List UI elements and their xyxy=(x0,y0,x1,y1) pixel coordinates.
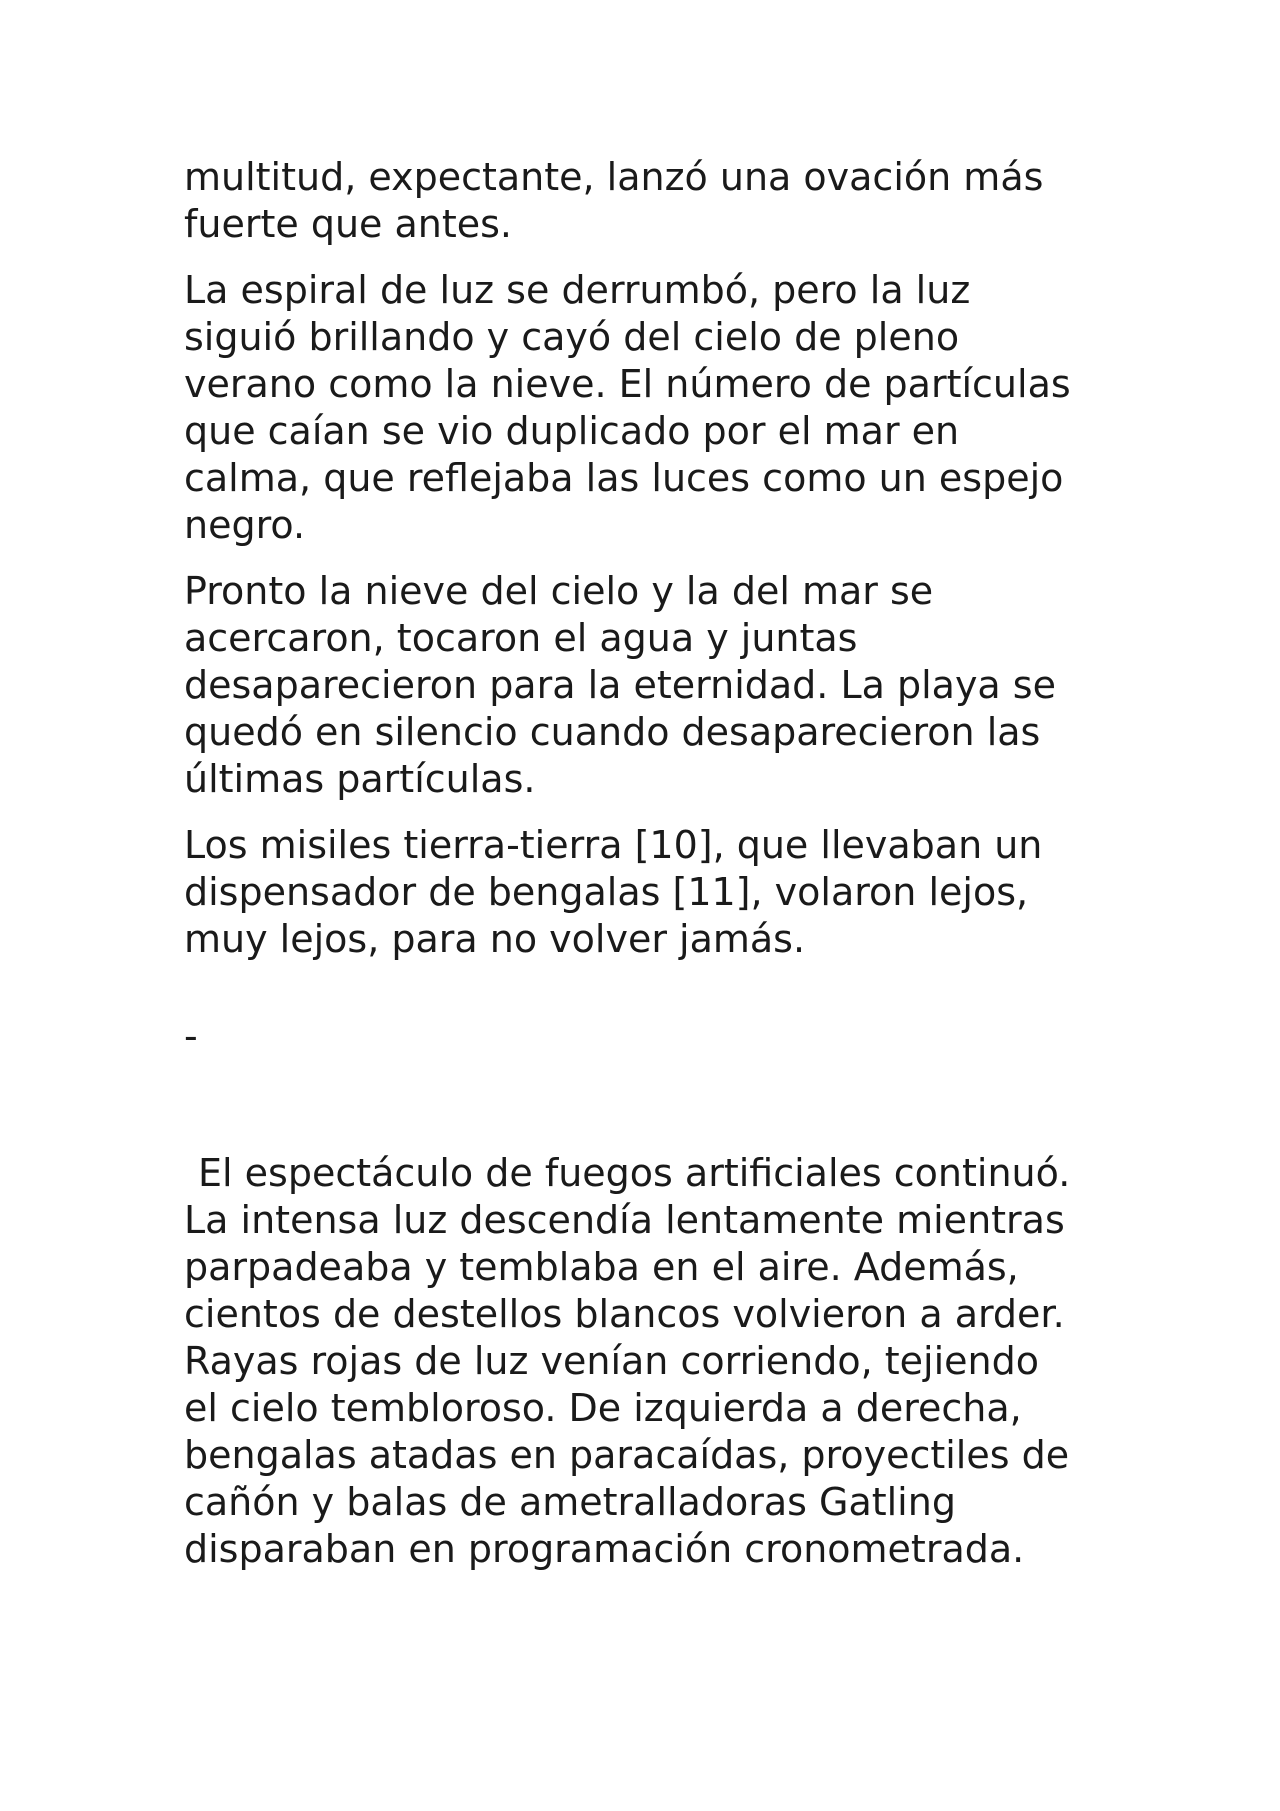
text-line: El espectáculo de fuegos artificiales continuó. xyxy=(198,1151,1071,1195)
paragraph-4 xyxy=(184,822,1114,963)
paragraph-1 xyxy=(184,154,1114,248)
text-line: Los misiles tierra-tierra [10], que llevaban un xyxy=(184,823,1043,867)
text-line: La intensa luz descendía lentamente mientras xyxy=(184,1198,1065,1242)
text-line: muy lejos, para no volver jamás. xyxy=(184,917,806,961)
text-line: negro. xyxy=(184,503,306,547)
text-line: quedó en silencio cuando desaparecieron las xyxy=(184,710,1041,754)
text-line: que caían se vio duplicado por el mar en xyxy=(184,409,960,453)
text-line: calma, que reflejaba las luces como un espejo xyxy=(184,456,1064,500)
text-line: cientos de destellos blancos volvieron a arder. xyxy=(184,1292,1065,1336)
text-line: multitud, expectante, lanzó una ovación más xyxy=(184,155,1044,199)
text-line: fuerte que antes. xyxy=(184,202,513,246)
text-line: La espiral de luz se derrumbó, pero la luz xyxy=(184,268,971,312)
paragraph-3 xyxy=(184,568,1114,803)
text-line: acercaron, tocaron el agua y juntas xyxy=(184,616,858,660)
text-line: desaparecieron para la eternidad. La playa se xyxy=(184,663,1056,707)
body-text xyxy=(184,154,1114,1592)
blank-space xyxy=(184,1060,1114,1150)
text-line: Rayas rojas de luz venían corriendo, tejiendo xyxy=(184,1339,1039,1383)
paragraph-2 xyxy=(184,267,1114,549)
text-line: cañón y balas de ametralladoras Gatling xyxy=(184,1480,956,1524)
text-line: bengalas atadas en paracaídas, proyectiles de xyxy=(184,1433,1070,1477)
paragraph-5 xyxy=(184,1150,1114,1573)
text-line: parpadeaba y temblaba en el aire. Además, xyxy=(184,1245,1019,1289)
text-line: últimas partículas. xyxy=(184,757,536,801)
text-line: disparaban en programación cronometrada. xyxy=(184,1527,1025,1571)
text-line: dispensador de bengalas [11], volaron lejos, xyxy=(184,870,1029,914)
text-line: el cielo tembloroso. De izquierda a derecha, xyxy=(184,1386,1022,1430)
text-line: siguió brillando y cayó del cielo de pleno xyxy=(184,315,960,359)
text-line: verano como la nieve. El número de partículas xyxy=(184,362,1071,406)
section-separator: - xyxy=(184,1014,198,1058)
text-line: Pronto la nieve del cielo y la del mar se xyxy=(184,569,934,613)
